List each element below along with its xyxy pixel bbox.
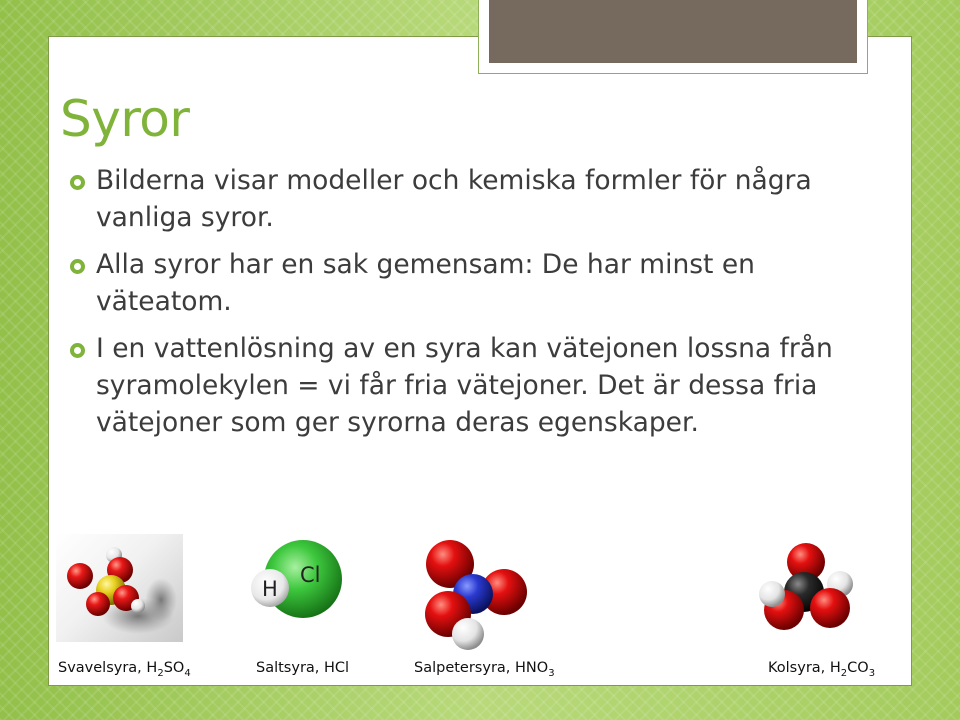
sulfuric-acid-molecule-image	[56, 534, 183, 642]
caption-subscript: 3	[868, 667, 876, 679]
bullet-ring-icon	[70, 259, 85, 274]
caption-text: SO	[163, 660, 185, 676]
title-tab-fill	[489, 0, 857, 63]
oxygen-atom	[67, 563, 93, 589]
caption-subscript: 2	[157, 667, 164, 679]
caption-salpetersyra	[414, 660, 555, 679]
bullet-text: I en vattenlösning av en syra kan vätejonen lossna från syramolekylen = vi får fria vätejoner. Det är dessa fria vätejoner som ger syrorna deras egenskaper.	[96, 333, 833, 438]
oxygen-atom	[810, 588, 850, 628]
hcl-cl-label: Cl	[300, 563, 321, 587]
bullet-ring-icon	[70, 175, 85, 190]
hcl-h-label: H	[262, 577, 278, 601]
slide-title: Syror	[60, 90, 190, 148]
caption-saltsyra	[256, 660, 349, 676]
caption-subscript: 4	[184, 667, 191, 679]
caption-subscript: 3	[548, 667, 555, 679]
hydrochloric-acid-model	[248, 538, 348, 632]
hydrogen-atom	[452, 618, 484, 650]
bullet-text: Bilderna visar modeller och kemiska formler för några vanliga syror.	[96, 165, 812, 233]
h2co3-molecule-image	[748, 540, 866, 640]
bullet-list	[70, 162, 880, 451]
caption-subscript: 2	[840, 667, 848, 679]
caption-text: Kolsyra, H	[768, 660, 841, 676]
caption-kolsyra	[768, 660, 875, 679]
title-tab-decoration	[478, 0, 868, 74]
hydrogen-atom	[759, 581, 785, 607]
bullet-item	[70, 246, 880, 320]
hno3-molecule-image	[420, 536, 532, 652]
nitric-acid-model	[420, 536, 532, 656]
caption-text: CO	[847, 660, 869, 676]
hcl-molecule-image	[248, 538, 348, 628]
caption-text: Svavelsyra, H	[58, 660, 158, 676]
bullet-item	[70, 330, 880, 441]
bullet-ring-icon	[70, 343, 85, 358]
caption-text: Saltsyra, HCl	[256, 660, 350, 676]
oxygen-atom	[86, 592, 110, 616]
bullet-item	[70, 162, 880, 236]
bullet-text: Alla syror har en sak gemensam: De har minst en väteatom.	[96, 249, 755, 317]
carbonic-acid-model	[748, 540, 866, 644]
sulfuric-acid-photo	[56, 534, 183, 642]
caption-svavelsyra	[58, 660, 191, 679]
molecule-shadow	[145, 578, 177, 622]
caption-text: Salpetersyra, HNO	[414, 660, 549, 676]
hydrogen-atom	[131, 599, 145, 613]
